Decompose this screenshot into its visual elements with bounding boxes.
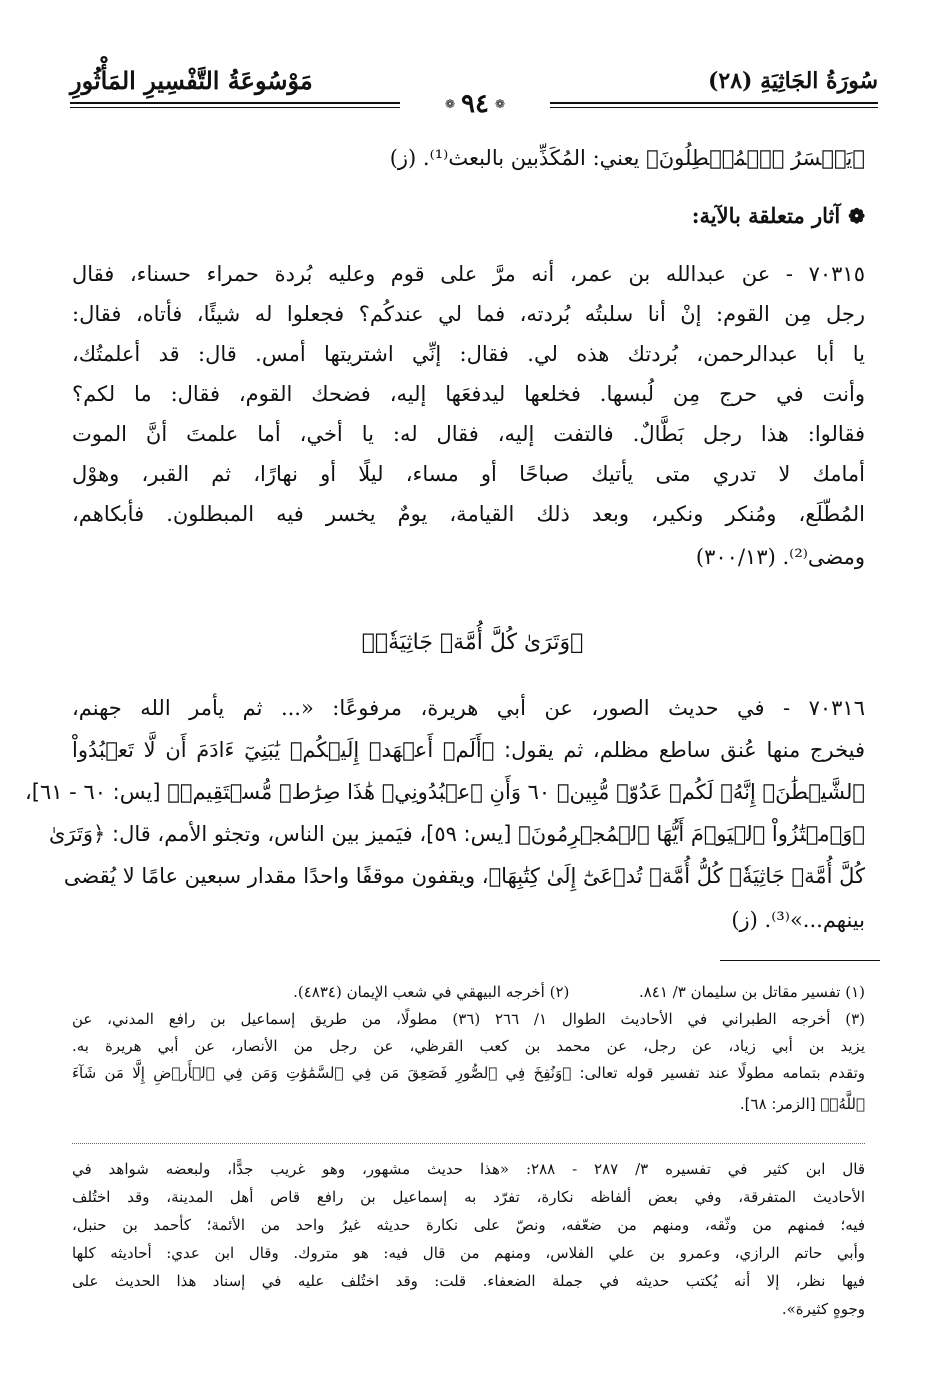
footnote-rule [720, 960, 880, 961]
book-running-title: مَوْسُوعَةُ التَّفْسِيرِ المَأْثُورِ [70, 66, 313, 95]
entry-70316-line: كُلَّ أُمَّةٖ جَاثِيَةٗۚ كُلُّ أُمَّةٖ تُدۡعَىٰٓ إِلَىٰ كِتَٰبِهَا﴾، ويقفون موقفًا واحدًا مقدار سبعين عامًا لا يُقضى [63, 864, 865, 888]
footnote-3-line: (٣) أخرجه الطبراني في الأحاديث الطوال ١/ ٢٦٦ (٣٦) مطولًا، من طريق إسماعيل بن رافع المدني، عن [72, 1010, 865, 1028]
footnote-3-cont-line: فيه؛ فمنهم من وثّقه، ومنهم من ضعّفه، ونصّ على نكارة حديثه غيرُ واحد من الأئمة؛ كأحمد بن حنبل، [72, 1216, 865, 1234]
verse-title: ﴿وَتَرَىٰ كُلَّ أُمَّةٖ جَاثِيَةٗۚ﴾ [361, 630, 584, 655]
page-number-box [400, 90, 550, 118]
entry-70315-line: فقالوا: هذا رجل بَطَّالٌ. فالتفت إليه، فقال له: يا أخي، أما علمتَ أنَّ الموت [72, 422, 865, 446]
footnote-3-cont-line: الأحاديث المتفرقة، وفي بعض ألفاظه نكارة، تفرّد به إسماعيل بن رافع قاص أهل المدينة، وقد اختُلف [72, 1188, 865, 1206]
footnote-1: (١) تفسير مقاتل بن سليمان ٣/ ٨٤١. [638, 983, 865, 1001]
ornament-icon: ❁ [494, 97, 506, 111]
flower-icon: ❁ [848, 203, 865, 228]
entry-70315-line: أمامك لا تدري متى يأتيك صباحًا أو مساء، ليلًا أو نهارًا، ثم القبر، وهوْل [72, 462, 865, 486]
entry-70315-line: ٧٠٣١٥ - عن عبدالله بن عمر، أنه مرَّ على قوم وعليه بُردة حمراء حسناء، فقال [72, 262, 865, 286]
footnote-row [72, 983, 865, 1001]
footnote-3-line: ٱللَّهُۖ﴾ [الزمر: ٦٨]. [739, 1095, 865, 1113]
page-header [70, 62, 878, 119]
surah-running-title: سُورَةُ الجَاثِيَةِ (٢٨) [707, 68, 878, 94]
footnote-3-line: وتقدم بتمامه مطولًا عند تفسير قوله تعالى: ﴿وَنُفِخَ فِي ٱلصُّورِ فَصَعِقَ مَن فِي ٱلسَّمَٰوَٰتِ وَمَن فِي ٱلۡأَرۡضِ إِلَّا مَن شَآءَ [72, 1064, 865, 1082]
entry-70315-line: ومضى⁽²⁾. (٣٠٠/١٣) [695, 545, 865, 569]
entry-70316-line: ٧٠٣١٦ - في حديث الصور، عن أبي هريرة، مرفوعًا: «... ثم يأمر الله جهنم، [72, 696, 865, 720]
entry-70315-line: يا أبا عبدالرحمن، بُردتك هذه لي. فقال: إنِّي اشتريتها أمس. قال: قد أعلمتُك، [72, 342, 865, 366]
entry-70316-line: ٱلشَّيۡطَٰنَۖ إِنَّهُۥ لَكُمۡ عَدُوّٞ مُّبِينٞ ٦٠ وَأَنِ ٱعۡبُدُونِيۚ هَٰذَا صِرَٰطٞ مُّسۡتَقِيمٞ﴾ [يس: ٦٠ - ٦١]، [24, 780, 865, 804]
section-heading-text: آثار متعلقة بالآية: [691, 203, 841, 228]
footnote-separator [72, 1143, 865, 1144]
footnote-3-cont-line: وأبي حاتم الرازي، وعمرو بن علي الفلاس، ومنهم من قال فيه: هو متروك. وقال ابن عدي: أحاديثه كلها [72, 1244, 865, 1262]
entry-70315-line: وأنت في حرج مِن لُبسها. فخلعها ليدفعَها إليه، فضحك القوم، فقال: ما لكم؟ [72, 382, 865, 406]
section-heading [692, 203, 865, 228]
entry-70316-line: فيخرج منها عُنق ساطع مظلم، ثم يقول: ﴿أَلَمۡ أَعۡهَدۡ إِلَيۡكُمۡ يَٰبَنِيٓ ءَادَمَ أَن لَّا تَعۡبُدُواْ [72, 738, 865, 762]
intro-line: ﴿يَخۡسَرُ ٱلۡمُبۡطِلُونَ﴾ يعني: المُكَذِّبين بالبعث⁽¹⁾. (ز) [389, 146, 865, 170]
footnote-3-cont-line: فيها نظر، إلا أنه يُكتب حديثه في جملة الضعفاء. قلت: وقد اختُلف عليه في إسناد هذا الحديث على [72, 1272, 865, 1290]
page-number: ٩٤ [461, 89, 489, 119]
footnote-2: (٢) أخرجه البيهقي في شعب الإيمان (٤٨٣٤). [293, 983, 570, 1001]
footnote-3-cont-line: وجوهٍ كثيرة». [781, 1300, 865, 1318]
footnote-3-line: يزيد بن أبي زياد، عن رجل، عن محمد بن كعب القرظي، عن رجل من الأنصار، عن أبي هريرة به. [72, 1037, 865, 1055]
entry-70315-line: رجل مِن القوم: إنْ أنا سلبتُه بُردته، فما لي عندكُم؟ فجعلوا له شيئًا، فأتاه، فقال: [72, 302, 865, 326]
entry-70316-line: بينهم...»⁽³⁾. (ز) [731, 908, 865, 932]
footnote-3-cont-line: قال ابن كثير في تفسيره ٣/ ٢٨٧ - ٢٨٨: «هذا حديث مشهور، وهو غريب جدًّا، ولبعضه شواهد في [72, 1160, 865, 1178]
entry-70315-line: المُطّلَع، ومُنكر ونكير، وبعد ذلك القيامة، يومٌ يخسر فيه المبطلون. فأبكاهم، [72, 502, 865, 526]
ornament-icon: ❁ [444, 97, 456, 111]
entry-70316-line: ﴿وَٱمۡتَٰزُواْ ٱلۡيَوۡمَ أَيُّهَا ٱلۡمُجۡرِمُونَ﴾ [يس: ٥٩]، فيَميز بين الناس، وتجثو الأمم، قال: ﴿وَتَرَىٰ [49, 822, 865, 846]
